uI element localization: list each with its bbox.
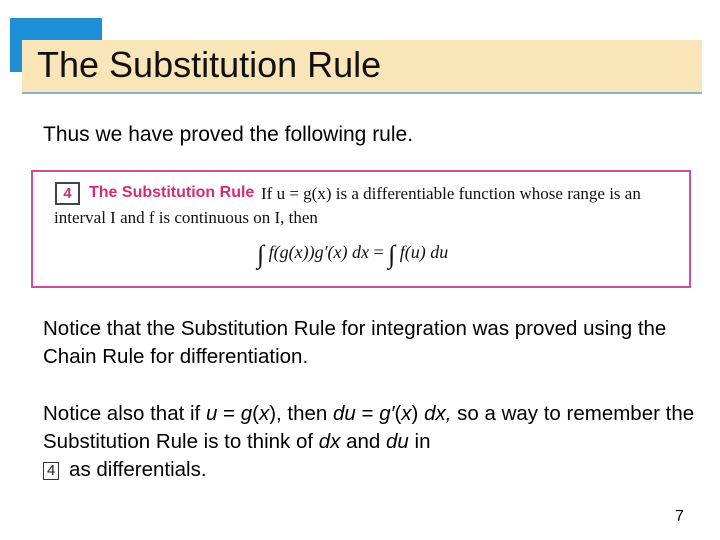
p2-text: = [217, 402, 241, 425]
rule-statement [54, 182, 674, 230]
rule-statement-line2: interval I and f is continuous on I, then [54, 208, 318, 227]
slide-title: The Substitution Rule [37, 44, 382, 85]
p2-var-x: x [258, 402, 270, 425]
p2-var-g: g [240, 402, 253, 425]
p2-text: ) [411, 402, 425, 425]
p2-var-dx: dx [318, 430, 341, 453]
p2-var-gprime: g′ [379, 402, 395, 425]
p2-text: Notice also that if [43, 402, 206, 425]
p2-var-x: x [401, 402, 412, 425]
formula-rhs: f(u) du [399, 242, 449, 262]
paragraph-differentials [43, 400, 703, 484]
intro-text: Thus we have proved the following rule. [43, 123, 414, 146]
p2-text: and [340, 430, 387, 453]
p2-var-dx: dx, [424, 402, 452, 425]
p2-text: as differentials. [63, 458, 207, 481]
rule-statement-line1: If u = g(x) is a differentiable function whose range is an [261, 184, 641, 203]
p2-var-du: du [333, 402, 356, 425]
paragraph-chain-rule: Notice that the Substitution Rule for integration was proved using the Chain Rule for differentiation. [43, 317, 667, 368]
rule-name: The Substitution Rule [89, 184, 255, 201]
integral-sign-left: ∫ [257, 240, 265, 269]
rule-formula [257, 240, 448, 270]
p2-text: ), then [269, 402, 334, 425]
rule-box [31, 170, 691, 288]
page-number: 7 [675, 508, 684, 525]
p2-var-du: du [386, 430, 409, 453]
p2-text: ( [252, 402, 259, 425]
p2-text: in [408, 430, 431, 453]
formula-lhs: f(g(x))g′(x) dx [268, 242, 369, 262]
p2-var-u: u [205, 402, 218, 425]
p2-text: ( [394, 402, 402, 425]
integral-sign-right: ∫ [388, 240, 396, 269]
formula-equals: = [373, 242, 384, 262]
equation-ref-box: 4 [43, 462, 59, 480]
rule-number: 4 [55, 182, 80, 205]
p2-text: so a way to remember the Substitution Rule is to think of [43, 402, 695, 453]
p2-text: = [355, 402, 380, 425]
